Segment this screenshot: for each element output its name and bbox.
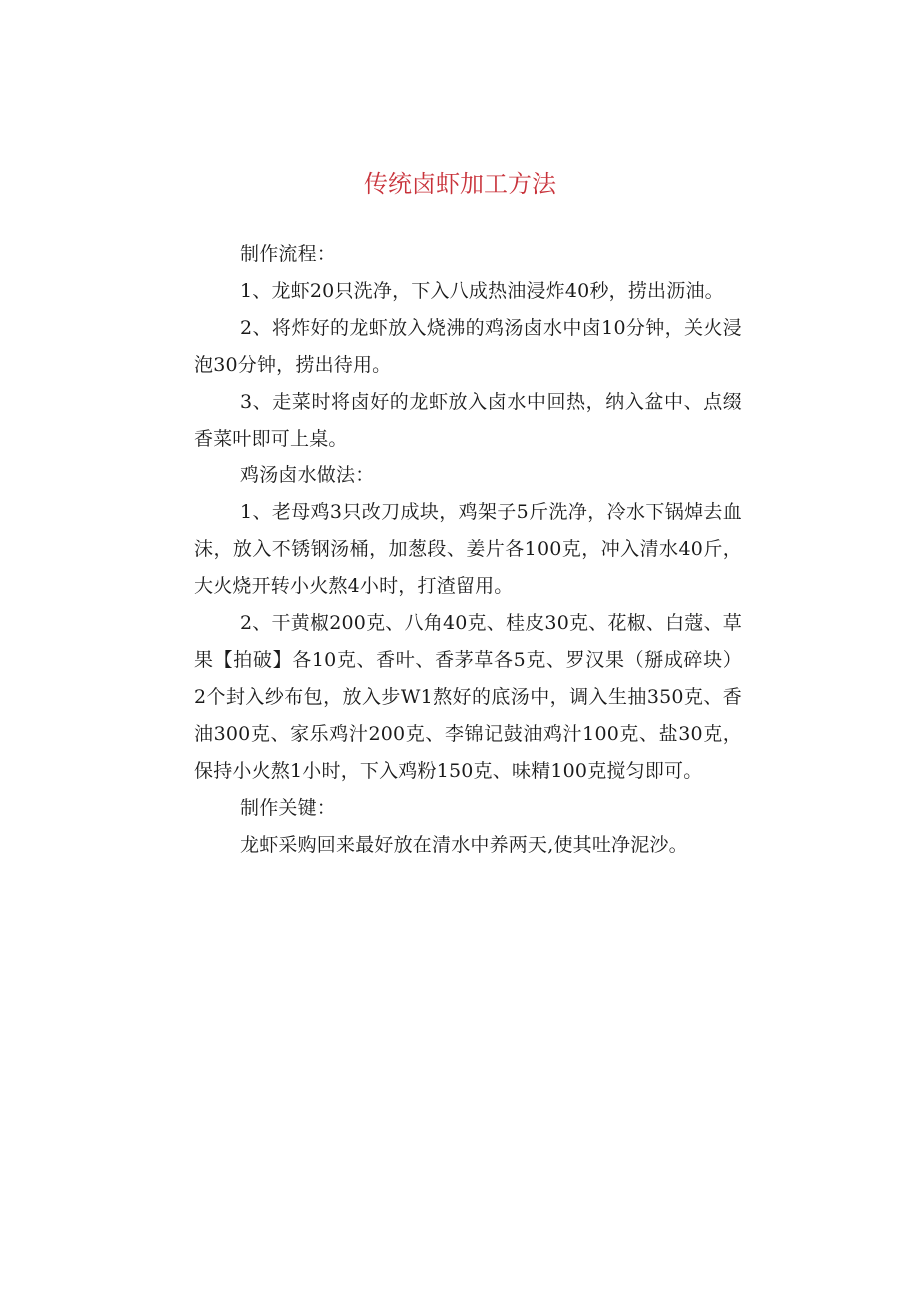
document-body <box>194 236 742 863</box>
process-step-2: 2、将炸好的龙虾放入烧沸的鸡汤卤水中卤10分钟，关火浸泡30分钟，捞出待用。 <box>194 316 742 376</box>
section-heading-key: 制作关键： <box>240 796 337 819</box>
process-step-3: 3、走菜时将卤好的龙虾放入卤水中回热，纳入盆中、点缀香菜叶即可上桌。 <box>194 390 742 450</box>
section-heading-broth: 鸡汤卤水做法： <box>240 464 375 487</box>
process-step-1: 1、龙虾20只洗净，下入八成热油浸炸40秒，捞出沥油。 <box>240 279 724 302</box>
section-heading-process: 制作流程： <box>240 243 337 265</box>
broth-step-2: 2、干黄椒200克、八角40克、桂皮30克、花椒、白蔻、草果【拍破】各10克、香叶、香茅草各5克、罗汉果（掰成碎块）2个封入纱布包，放入步W1熬好的底汤中，调入生抽350克、香油300克、家乐鸡汁200克、李锦记鼓油鸡汁100克、盐30克，保持小火熬1小时，下入鸡粉150克、味精100克搅匀即可。 <box>194 612 742 782</box>
broth-step-1: 1、老母鸡3只改刀成块，鸡架子5斤洗净，冷水下锅焯去血沫，放入不锈钢汤桶，加葱段、姜片各100克，冲入清水40斤，大火烧开转小火熬4小时，打渣留用。 <box>194 501 742 598</box>
key-note: 龙虾采购回来最好放在清水中养两天,使其吐净泥沙。 <box>240 833 688 856</box>
document-title: 传统卤虾加工方法 <box>364 170 556 198</box>
